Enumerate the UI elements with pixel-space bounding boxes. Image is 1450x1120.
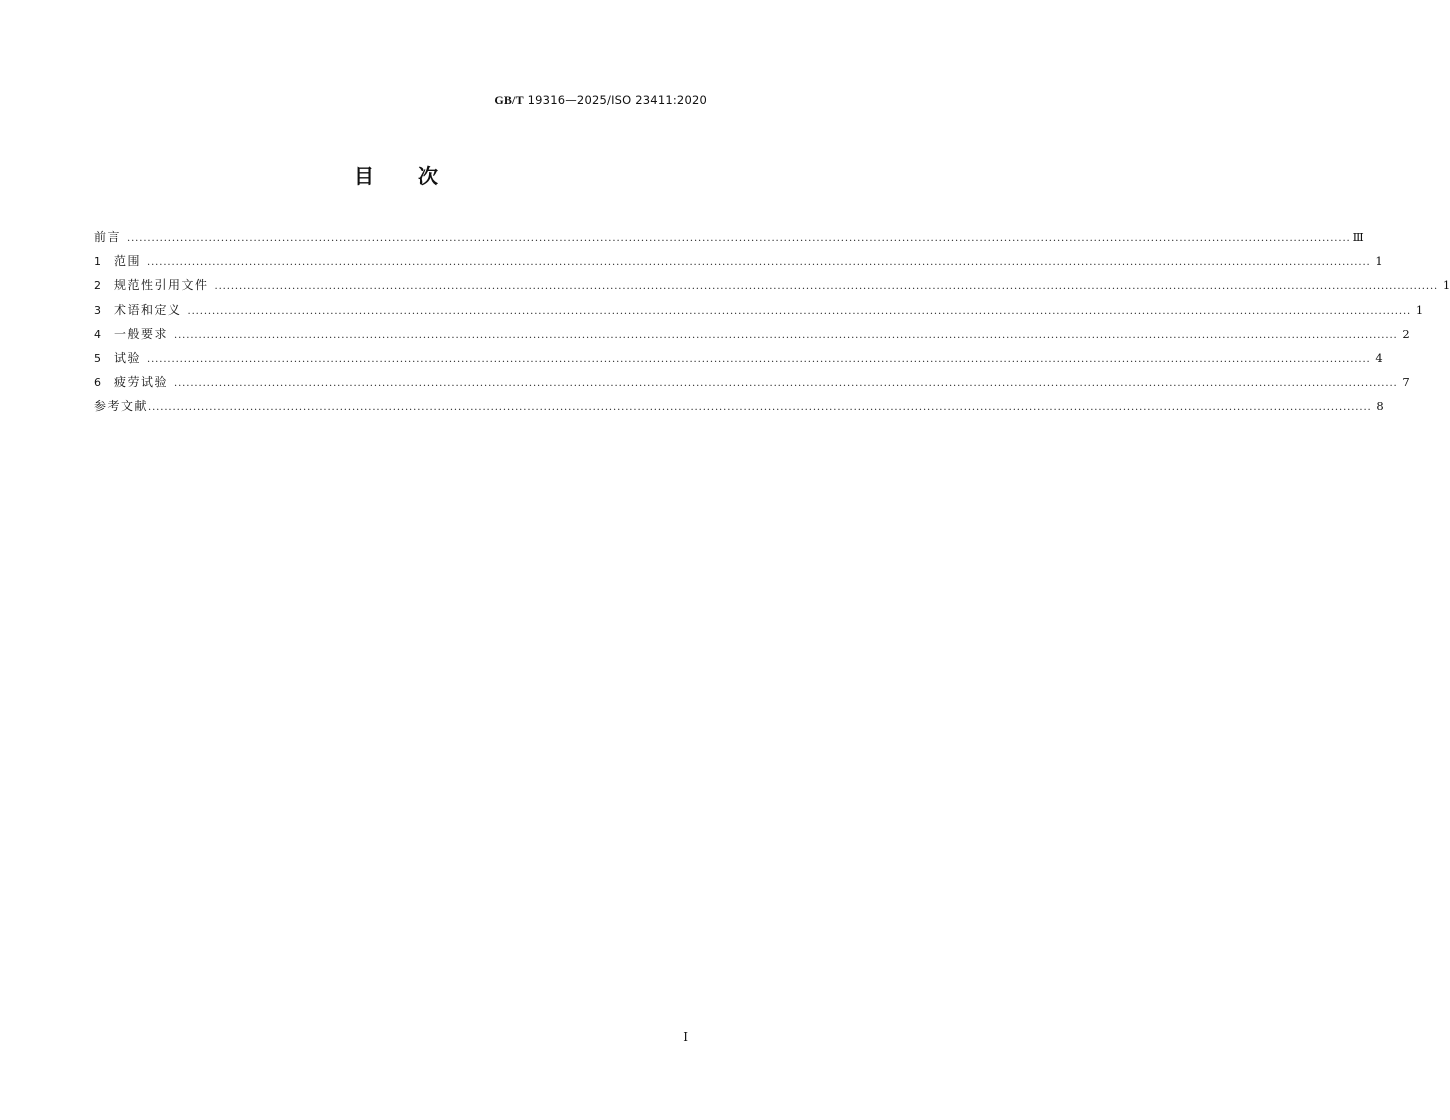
page-number: I: [683, 1030, 688, 1044]
toc-entry-number: 4: [94, 327, 101, 341]
toc-entry-scope[interactable]: [94, 252, 1383, 276]
toc-entry-foreword[interactable]: [94, 228, 1364, 252]
toc-entry-number: 5: [94, 351, 101, 365]
toc-entry-label: 疲劳试验: [114, 375, 169, 390]
toc-leader-dots: ............................................................................................................................................................................................................................................................................................................: [147, 257, 1371, 269]
toc-leader-dots: ............................................................................................................................................................................................................................................................................................................: [148, 402, 1372, 414]
toc-entry-label: 范围: [114, 254, 142, 269]
toc-leader-dots: ............................................................................................................................................................................................................................................................................................................: [187, 305, 1412, 317]
toc-leader-dots: ............................................................................................................................................................................................................................................................................................................: [174, 378, 1398, 390]
toc-entry-tests[interactable]: [94, 349, 1383, 373]
page-title: 目次: [354, 164, 482, 188]
toc-entry-label: 术语和定义: [114, 302, 182, 317]
toc-entry-label: 一般要求: [114, 326, 169, 341]
toc-entry-page: 1: [1415, 302, 1424, 317]
toc-entry-page: 7: [1402, 375, 1410, 390]
toc-entry-page: 8: [1376, 399, 1384, 414]
toc-leader-dots: ............................................................................................................................................................................................................................................................................................................: [147, 353, 1371, 365]
toc-entry-terms-definitions[interactable]: [94, 301, 1424, 325]
toc-entry-page: Ⅲ: [1352, 230, 1364, 244]
toc-entry-bibliography[interactable]: [94, 397, 1384, 421]
toc-entry-number: 2: [94, 279, 101, 293]
standard-number: 19316—2025/ISO 23411:2020: [523, 93, 707, 107]
toc-entry-number: 1: [94, 255, 101, 269]
toc-entry-general-requirements[interactable]: [94, 325, 1410, 349]
toc-leader-dots: ............................................................................................................................................................................................................................................................................................................: [174, 329, 1398, 341]
toc-entry-label: 规范性引用文件: [114, 278, 209, 293]
toc-entry-label: 参考文献: [94, 399, 149, 414]
toc-entry-label: 前言: [94, 230, 122, 244]
toc-leader-dots: ............................................................................................................................................................................................................................................................................................................: [127, 233, 1351, 244]
toc-entry-page: 2: [1402, 326, 1410, 341]
toc-entry-number: 3: [94, 303, 101, 317]
toc-entry-fatigue-tests[interactable]: [94, 373, 1410, 397]
table-of-contents: [94, 228, 1450, 422]
toc-entry-number: 6: [94, 376, 101, 390]
toc-entry-page: 4: [1375, 350, 1383, 365]
toc-entry-label: 试验: [114, 350, 142, 365]
toc-entry-page: 1: [1375, 254, 1383, 269]
toc-entry-page: 1: [1442, 278, 1450, 293]
standard-header: [494, 93, 707, 108]
toc-entry-normative-references[interactable]: [94, 276, 1450, 300]
toc-leader-dots: ............................................................................................................................................................................................................................................................................................................: [214, 281, 1439, 293]
standard-code: GB/T: [494, 93, 524, 107]
